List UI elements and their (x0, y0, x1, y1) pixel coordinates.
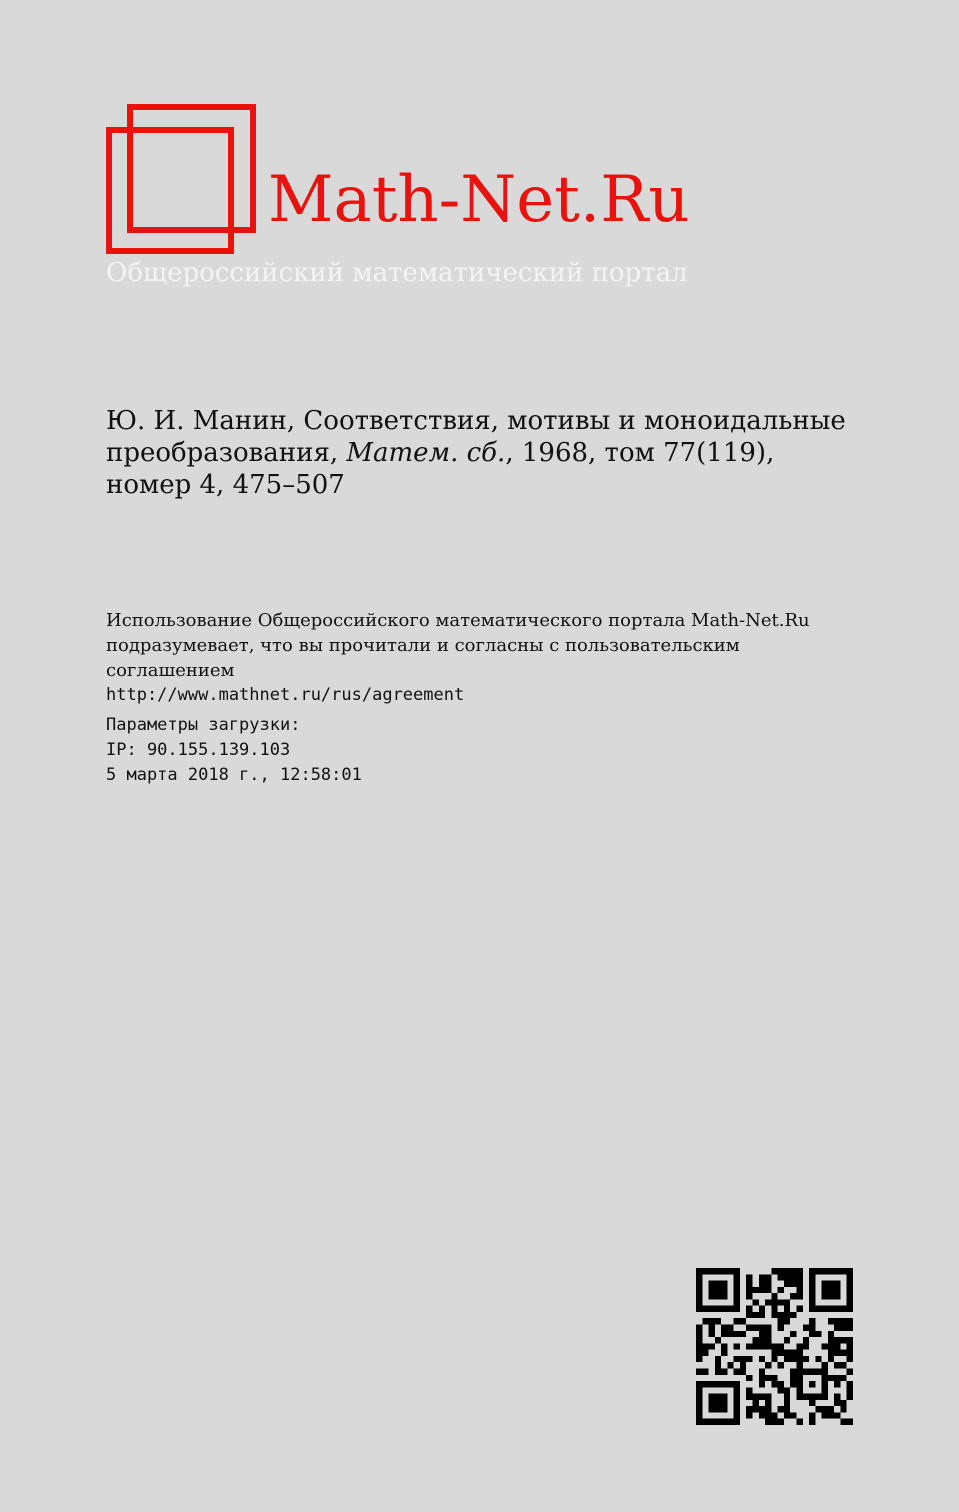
usage-notice-text: Использование Общероссийского математического портала Math-Net.Ru подразумевает, что вы прочитали и согласны с пользовательским соглашением (106, 610, 810, 681)
citation-details: , 1968, том 77(119), номер 4, 475–507 (106, 438, 775, 500)
citation-journal: Матем. сб. (346, 438, 506, 468)
double-square-logo-icon (106, 104, 256, 254)
agreement-link[interactable]: http://www.mathnet.ru/rus/agreement (106, 685, 465, 705)
download-datetime: 5 марта 2018 г., 12:58:01 (106, 765, 362, 785)
site-tagline: Общероссийский математический портал (106, 258, 688, 288)
qr-code-icon (696, 1268, 853, 1425)
article-citation (106, 405, 858, 501)
usage-notice (106, 608, 858, 708)
download-parameters-heading: Параметры загрузки: (106, 715, 301, 735)
download-parameters (106, 713, 362, 788)
citation-authors-title: Ю. И. Манин, Соответствия, мотивы и моноидальные преобразования, (106, 406, 846, 468)
site-logo-name: Math-Net.Ru (268, 163, 690, 237)
download-ip: IP: 90.155.139.103 (106, 740, 291, 760)
